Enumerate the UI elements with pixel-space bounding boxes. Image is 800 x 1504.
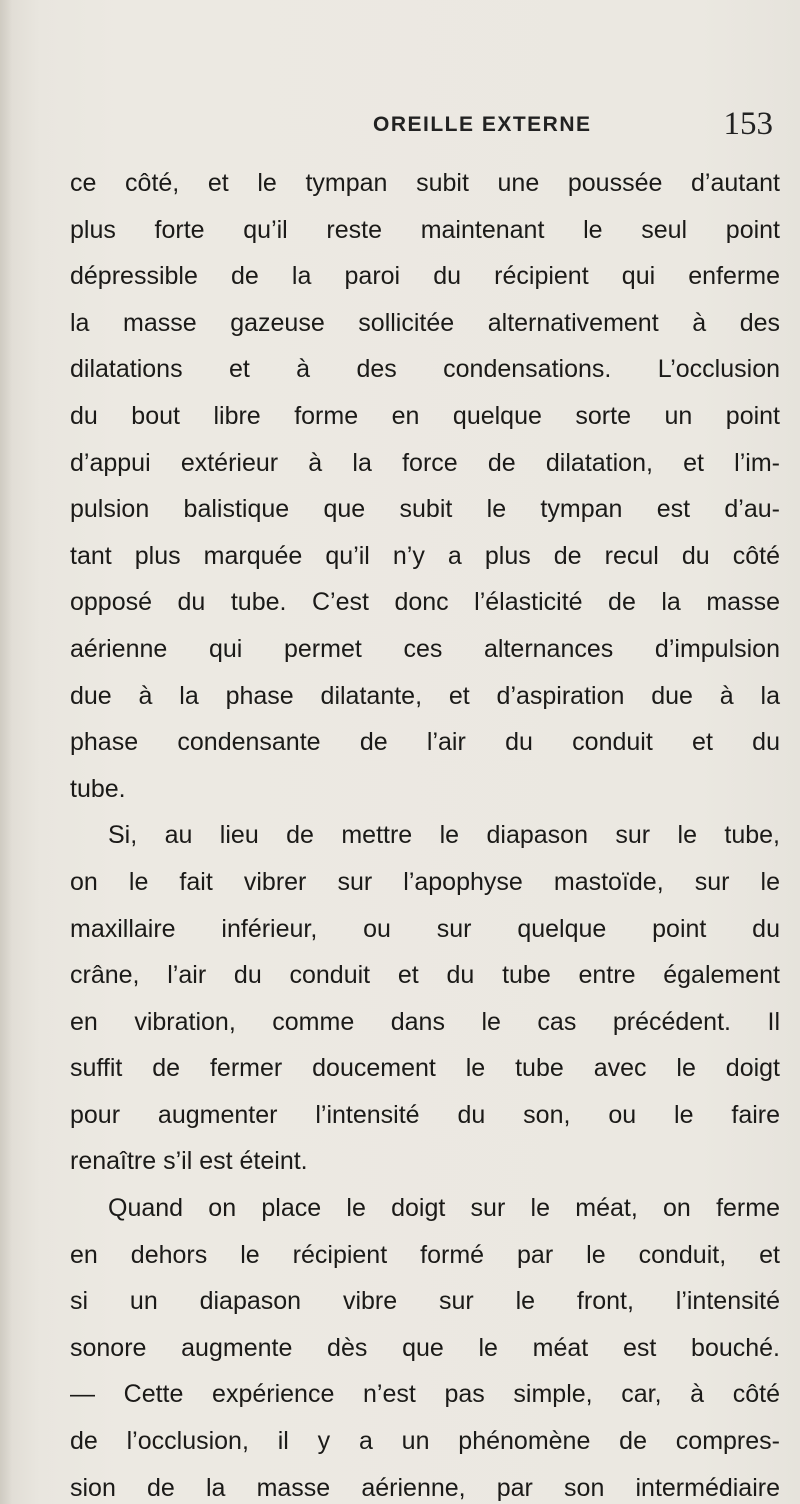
text-line: dépressible de la paroi du récipient qui enferme (70, 262, 780, 291)
text-line: Quand on place le doigt sur le méat, on ferme (108, 1194, 780, 1223)
text-line: aérienne qui permet ces alternances d’impulsion (70, 634, 780, 663)
text-line: due à la phase dilatante, et d’aspiration due à la (70, 681, 780, 710)
text-line: si un diapason vibre sur le front, l’intensité (70, 1287, 780, 1316)
text-line: d’appui extérieur à la force de dilatation, et l’im- (70, 448, 780, 477)
text-line: de l’occlusion, il y a un phénomène de compres- (70, 1427, 780, 1456)
text-line: dilatations et à des condensations. L’occlusion (70, 355, 780, 384)
running-title: OREILLE EXTERNE (373, 113, 592, 136)
text-line: opposé du tube. C’est donc l’élasticité de la masse (70, 588, 780, 617)
text-line: suffit de fermer doucement le tube avec le doigt (70, 1054, 780, 1083)
text-line: tant plus marquée qu’il n’y a plus de recul du côté (70, 541, 780, 570)
text-line: du bout libre forme en quelque sorte un point (70, 401, 780, 430)
text-line: plus forte qu’il reste maintenant le seul point (70, 215, 780, 244)
text-line: — Cette expérience n’est pas simple, car, à côté (70, 1380, 780, 1409)
text-line: ce côté, et le tympan subit une poussée d’autant (70, 169, 780, 197)
text-line: Si, au lieu de mettre le diapason sur le tube, (108, 821, 780, 850)
text-line: renaître s’il est éteint. (70, 1147, 308, 1176)
page-number: 153 (723, 106, 773, 142)
text-line: on le fait vibrer sur l’apophyse mastoïde, sur le (70, 867, 780, 896)
text-line: tube. (70, 774, 126, 803)
text-line: en dehors le récipient formé par le conduit, et (70, 1240, 780, 1269)
text-line: pour augmenter l’intensité du son, ou le faire (70, 1100, 780, 1129)
text-line: crâne, l’air du conduit et du tube entre également (70, 961, 780, 990)
text-line: en vibration, comme dans le cas précédent. Il (70, 1007, 780, 1036)
text-line: maxillaire inférieur, ou sur quelque point du (70, 914, 780, 943)
text-line: pulsion balistique que subit le tympan est d’au- (70, 495, 780, 524)
text-line: la masse gazeuse sollicitée alternativement à des (70, 308, 780, 337)
body-text (70, 160, 780, 1504)
text-line: sonore augmente dès que le méat est bouché. (70, 1333, 780, 1362)
page-header (373, 108, 773, 148)
text-line: sion de la masse aérienne, par son intermédiaire (70, 1473, 780, 1502)
text-line: phase condensante de l’air du conduit et du (70, 728, 780, 757)
page-edge-shadow (0, 0, 12, 1504)
